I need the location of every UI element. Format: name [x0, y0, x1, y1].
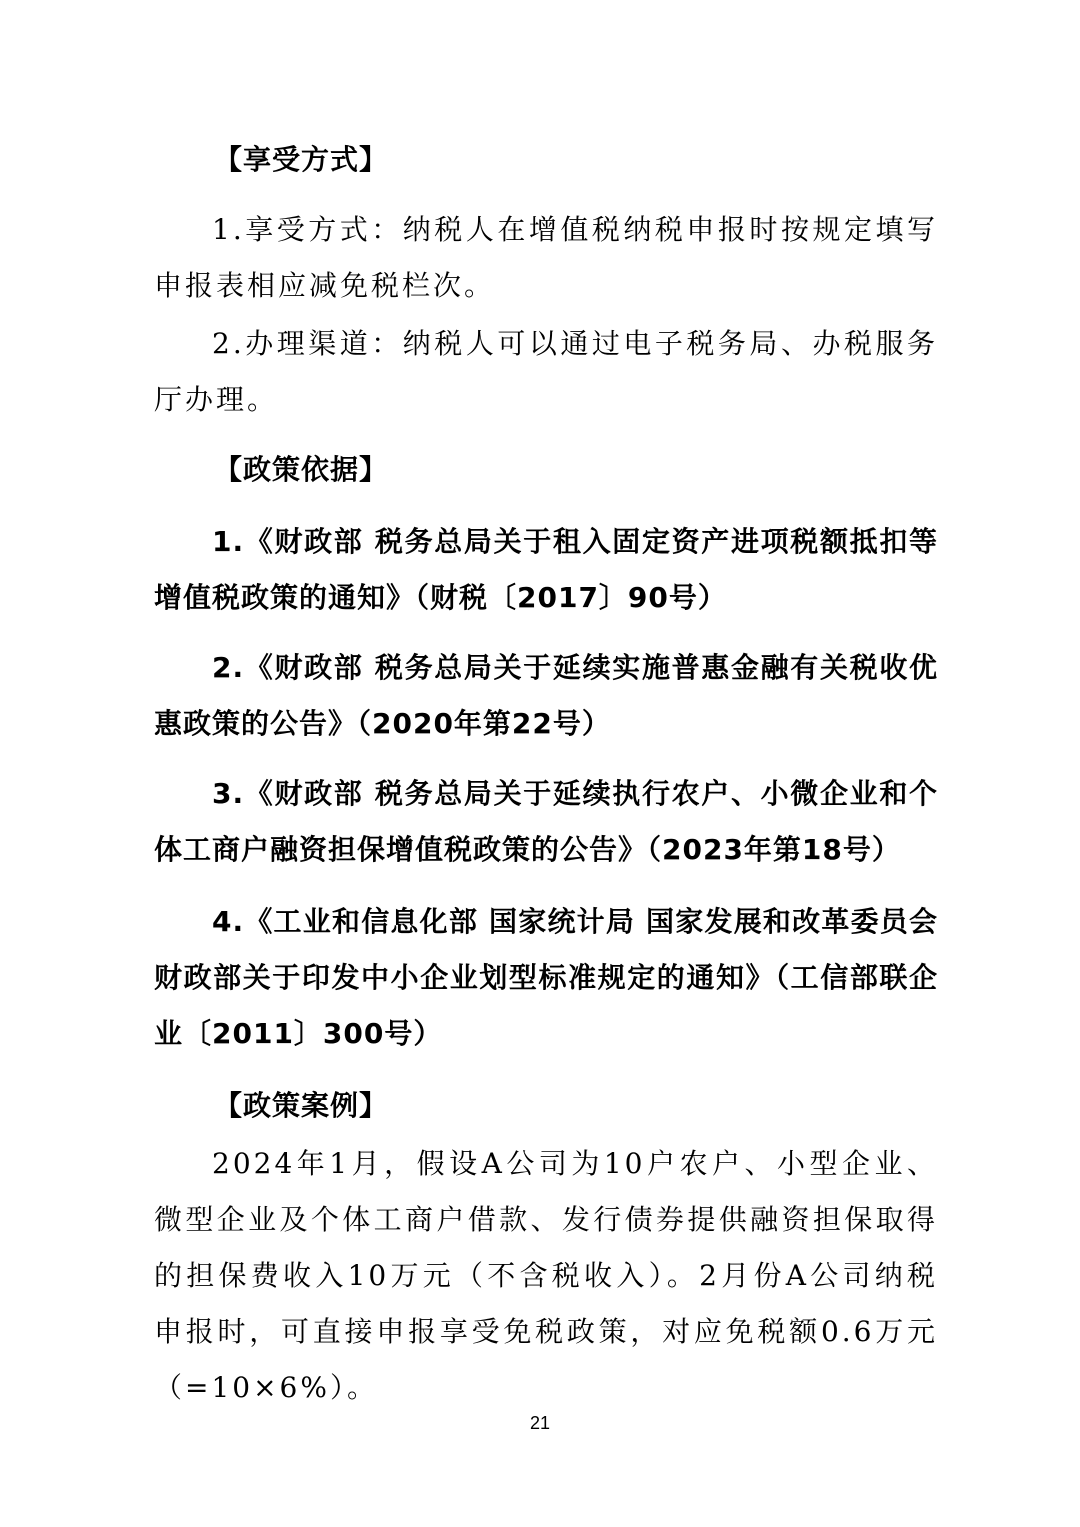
policy-basis-item-3: 3.《财政部 税务总局关于延续执行农户、小微企业和个体工商户融资担保增值税政策的公告》（2023年第18号）: [154, 777, 938, 866]
policy-basis-item-1: 1.《财政部 税务总局关于租入固定资产进项税额抵扣等增值税政策的通知》（财税〔2017〕90号）: [154, 525, 938, 614]
policy-case-paragraph: 2024年1月，假设A公司为10户农户、小型企业、微型企业及个体工商户借款、发行债券提供融资担保取得的担保费收入10万元（不含税收入）。2月份A公司纳税申报时，可直接申报享受免税政策，对应免税额0.6万元（=10×6%）。: [154, 1147, 938, 1404]
section-heading-policy-case: 【政策案例】: [214, 1089, 389, 1122]
enjoy-method-item-1: 1.享受方式：纳税人在增值税纳税申报时按规定填写申报表相应减免税栏次。: [154, 213, 938, 302]
page-number: 21: [529, 1413, 551, 1433]
policy-basis-item-2: 2.《财政部 税务总局关于延续实施普惠金融有关税收优惠政策的公告》（2020年第22号）: [154, 651, 938, 740]
section-heading-enjoy-method: 【享受方式】: [214, 143, 389, 176]
section-heading-policy-basis: 【政策依据】: [214, 453, 389, 486]
enjoy-method-item-2: 2.办理渠道：纳税人可以通过电子税务局、办税服务厅办理。: [154, 327, 938, 416]
policy-basis-item-4: 4.《工业和信息化部 国家统计局 国家发展和改革委员会 财政部关于印发中小企业划型标准规定的通知》（工信部联企业〔2011〕300号）: [154, 905, 938, 1050]
